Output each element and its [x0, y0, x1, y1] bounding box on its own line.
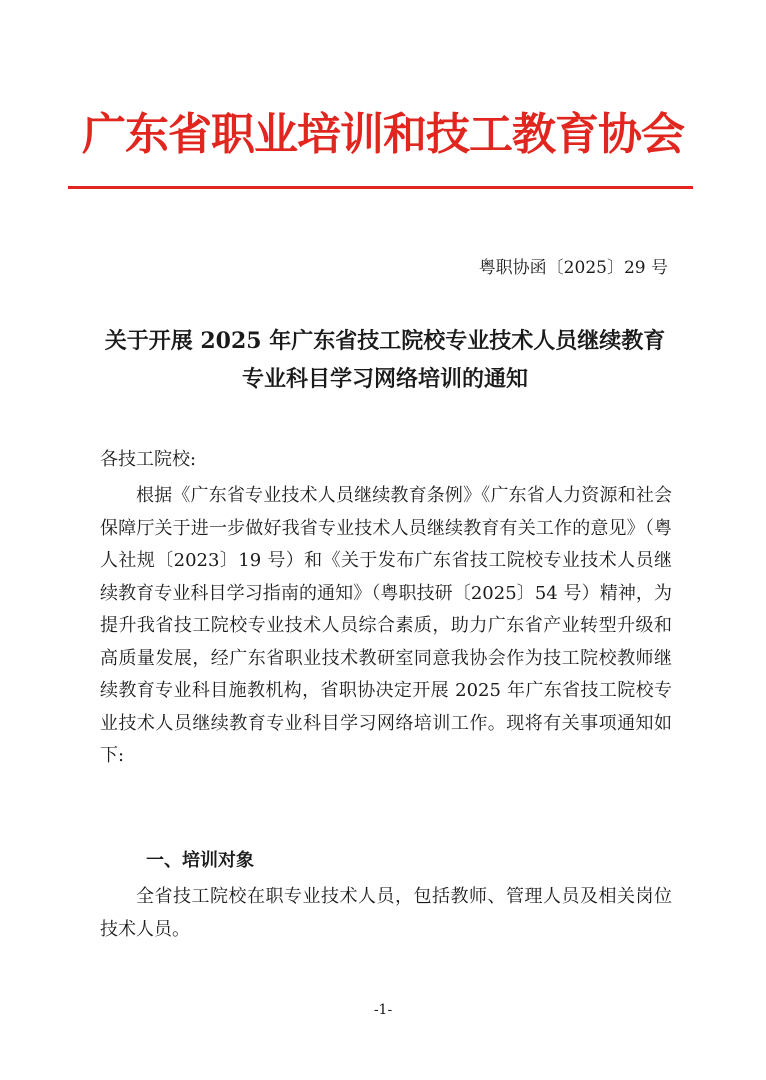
organization-name-header: 广东省职业培训和技工教育协会 — [82, 109, 684, 160]
document-number: 粤职协函〔2025〕29 号 — [478, 258, 668, 278]
document-title-line-2: 专业科目学习网络培训的通知 — [241, 366, 528, 392]
body-paragraph: 根据《广东省专业技术人员继续教育条例》《广东省人力资源和社会保障厅关于进一步做好我省专业技术人员继续教育有关工作的意见》（粤人社规〔2023〕19 号）和《关于发布广东省技工院校专业技术人员继续教育专业科目学习指南的通知》（粤职技研〔2025〕54 号）精神，为提升我省技工院校专业技术人员综合素质，助力广东省产业转型升级和高质量发展，经广东省职业技术教研室同意我协会作为技工院校教师继续教育专业科目施教机构，省职协决定开展 2025 年广东省技工院校专业技术人员继续教育专业科目学习网络培训工作。现将有关事项通知如下: — [100, 485, 672, 766]
document-title — [90, 322, 680, 398]
page-number: -1- — [373, 1002, 393, 1018]
section-paragraph-training-target: 全省技工院校在职专业技术人员，包括教师、管理人员及相关岗位技术人员。 — [100, 886, 672, 940]
header-divider — [68, 186, 693, 189]
addressee: 各技工院校: — [100, 449, 197, 470]
section-heading-training-target: 一、培训对象 — [146, 850, 254, 871]
document-title-line-1: 关于开展 2025 年广东省技工院校专业技术人员继续教育 — [104, 328, 666, 354]
